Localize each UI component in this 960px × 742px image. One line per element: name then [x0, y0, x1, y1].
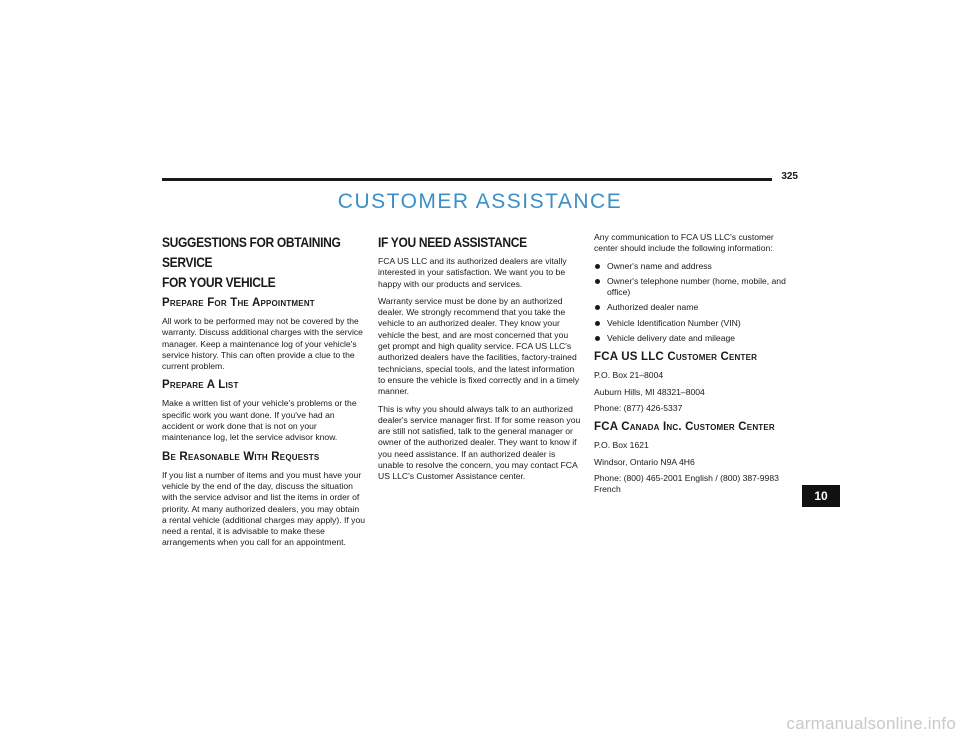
- chapter-title: CUSTOMER ASSISTANCE: [337, 190, 623, 213]
- paragraph-prepare-list: Make a written list of your vehicle's problems or the specific work you want done. If you've had an accident or work done that is not on your maintenance log, let the service advisor know.: [162, 398, 357, 443]
- bullet-icon: [595, 279, 600, 284]
- paragraph-assistance-3: This is why you should always talk to an authorized dealer's service manager first. If for some reason you are still not satisfied, talk to the general manager or owner of the authorized dealer. They want to know if you need assistance. If an authorized dealer is unable to resolve the concern, you may contact FCA US LLC's Customer Assistance center.: [378, 403, 581, 482]
- list-item-text: Authorized dealer name: [607, 302, 699, 313]
- list-item-text: Owner's telephone number (home, mobile, and office): [607, 275, 786, 298]
- canada-address-line-1: P.O. Box 1621: [594, 440, 649, 451]
- subheading-reasonable-requests: Be Reasonable With Requests: [162, 450, 320, 463]
- list-item: [594, 333, 800, 344]
- page-number: 325: [781, 171, 798, 182]
- paragraph-assistance-2: Warranty service must be done by an authorized dealer. We strongly recommend that you take the vehicle to an authorized dealer. They know your vehicle the best, and are most concerned that you get prompt and high quality service. FCA US LLC's authorized dealers have the facilities, factory-trained technicians, special tools, and the latest information to ensure the vehicle is fixed correctly and in a timely manner.: [378, 295, 580, 397]
- list-item: [594, 261, 800, 272]
- subheading-canada-customer-center: FCA Canada Inc. Customer Center: [594, 421, 775, 434]
- column-1: [162, 232, 366, 555]
- header-rule: [162, 178, 772, 181]
- bullet-icon: [595, 321, 600, 326]
- paragraph-communication-intro: Any communication to FCA US LLC's customer center should include the following information:: [594, 232, 774, 254]
- list-item-text: Vehicle Identification Number (VIN): [607, 317, 741, 328]
- us-phone-line: Phone: (877) 426-5337: [594, 402, 683, 413]
- bullet-icon: [595, 305, 600, 310]
- paragraph-assistance-1: FCA US LLC and its authorized dealers are vitally interested in your satisfaction. We want you to be happy with our products and services.: [378, 256, 567, 289]
- column-2: [378, 232, 582, 489]
- list-item: [594, 276, 800, 299]
- bullet-icon: [595, 336, 600, 341]
- us-address-line-2: Auburn Hills, MI 48321–8004: [594, 386, 705, 397]
- column-3: [594, 232, 800, 500]
- bullet-icon: [595, 264, 600, 269]
- subheading-prepare-list: Prepare A List: [162, 379, 239, 392]
- paragraph-prepare-appointment: All work to be performed may not be covered by the warranty. Discuss additional charges with the service manager. Keep a maintenance log of your vehicle's service history. This can often provide a clue to the current problem.: [162, 316, 363, 372]
- us-address-line-1: P.O. Box 21–8004: [594, 370, 664, 381]
- list-item-text: Vehicle delivery date and mileage: [607, 333, 736, 344]
- subheading-prepare-appointment: Prepare For The Appointment: [162, 297, 315, 309]
- list-item: [594, 318, 800, 329]
- subheading-us-customer-center: FCA US LLC Customer Center: [594, 351, 758, 364]
- info-bullet-list: [594, 261, 800, 345]
- watermark-text: carmanualsonline.info: [786, 714, 956, 733]
- section-heading-service: [162, 232, 368, 292]
- list-item: [594, 302, 800, 313]
- list-item-text: Owner's name and address: [607, 260, 712, 271]
- canada-phone-line: Phone: (800) 465-2001 English / (800) 387-9983 French: [594, 472, 779, 495]
- paragraph-reasonable-requests: If you list a number of items and you must have your vehicle by the end of the day, discuss the situation with the service advisor and list the items in order of priority. At many authorized dealers, you may obtain a rental vehicle (additional charges may apply). If you need a rental, it is advisable to make these arrangements when you call for an appointment.: [162, 469, 366, 548]
- section-heading-assistance: IF YOU NEED ASSISTANCE: [378, 234, 527, 250]
- section-heading-line-1: SUGGESTIONS FOR OBTAINING SERVICE: [162, 234, 341, 270]
- chapter-tab-marker: 10: [802, 485, 840, 507]
- section-heading-line-2: FOR YOUR VEHICLE: [162, 274, 276, 290]
- canada-address-line-2: Windsor, Ontario N9A 4H6: [594, 456, 695, 467]
